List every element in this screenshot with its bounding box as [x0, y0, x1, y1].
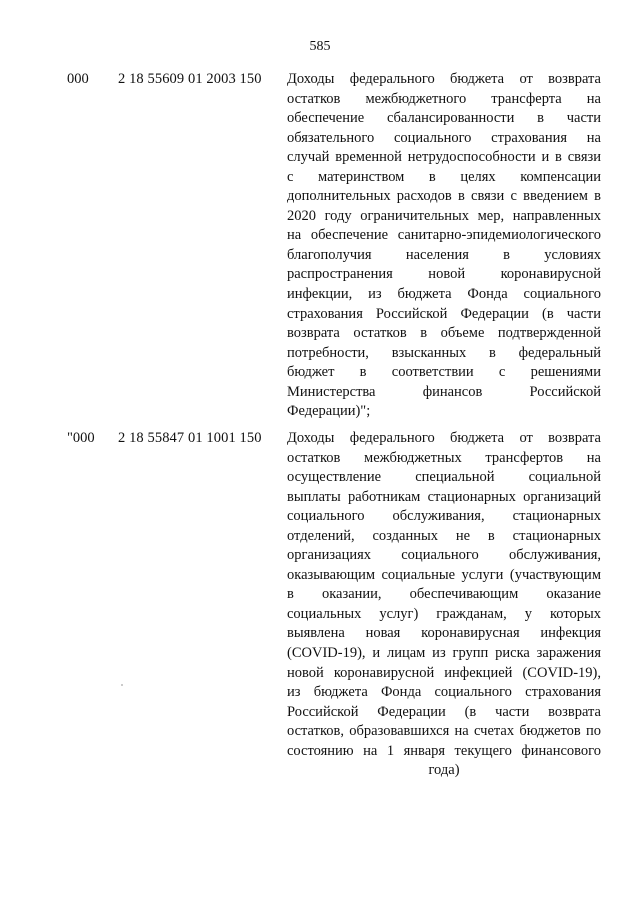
budget-classification-code: 2 18 55847 01 1001 150 — [118, 430, 262, 446]
description-line: осуществление специальной социальной — [287, 469, 601, 486]
description-line: инфекции, из бюджета Фонда социального — [287, 286, 601, 303]
description-line: дополнительных расходов в связи с введением в — [287, 188, 601, 205]
description-line: организациях социального обслуживания, — [287, 547, 601, 564]
description-line: Доходы федерального бюджета от возврата — [287, 71, 601, 87]
description-line: с материнством в целях компенсации — [287, 168, 601, 185]
income-description — [287, 429, 601, 781]
scan-speck — [121, 684, 123, 686]
description-line: бюджет в соответствии с решениями — [287, 364, 601, 381]
description-line: возврата остатков в объеме подтвержденной — [287, 325, 601, 342]
description-line: в оказании, обеспечивающим оказание — [287, 586, 601, 603]
income-description — [287, 70, 601, 422]
budget-classification-code: 2 18 55609 01 2003 150 — [118, 71, 262, 87]
description-line: остатков, образовавшихся на счетах бюджетов по — [287, 723, 601, 740]
description-line: из бюджета Фонда социального страхования — [287, 684, 601, 701]
description-line: Министерства финансов Российской — [287, 383, 601, 400]
description-line: случай временной нетрудоспособности и в связи — [287, 149, 601, 166]
description-line: социальных услуг) гражданам, у которых — [287, 605, 601, 622]
description-line: Доходы федерального бюджета от возврата — [287, 430, 601, 446]
description-line: года) — [428, 762, 460, 779]
page-number: 585 — [309, 39, 331, 54]
description-line: на обеспечение санитарно-эпидемиологического — [287, 227, 601, 244]
description-line: страхования Российской Федерации (в части — [287, 305, 601, 322]
description-line: выявлена новая коронавирусная инфекция — [287, 625, 601, 642]
description-line: благополучия населения в условиях — [287, 246, 601, 263]
admin-code: 000 — [67, 71, 89, 87]
description-line: распространения новой коронавирусной — [287, 266, 601, 283]
description-line: Российской Федерации (в части возврата — [287, 703, 601, 720]
description-line: (COVID-19), и лицам из групп риска заражения — [287, 645, 601, 662]
description-line: Федерации)"; — [287, 403, 371, 420]
description-line: новой коронавирусной инфекцией (COVID-19), — [287, 664, 601, 681]
description-line: остатков межбюджетного трансферта на — [287, 90, 601, 107]
description-line: остатков межбюджетных трансфертов на — [287, 449, 601, 466]
description-line: выплаты работникам стационарных организаций — [287, 488, 601, 505]
description-line: потребности, взысканных в федеральный — [287, 344, 601, 361]
description-line: социального обслуживания, стационарных — [287, 508, 601, 525]
admin-code: "000 — [67, 430, 95, 446]
description-line: состоянию на 1 января текущего финансового — [287, 742, 601, 759]
description-line: обеспечение сбалансированности в части — [287, 110, 601, 127]
description-line: обязательного социального страхования на — [287, 129, 601, 146]
description-line: оказывающим социальные услуги (участвующим — [287, 566, 601, 583]
description-line: отделений, созданных не в стационарных — [287, 527, 601, 544]
description-line: 2020 году ограничительных мер, направленных — [287, 207, 601, 224]
